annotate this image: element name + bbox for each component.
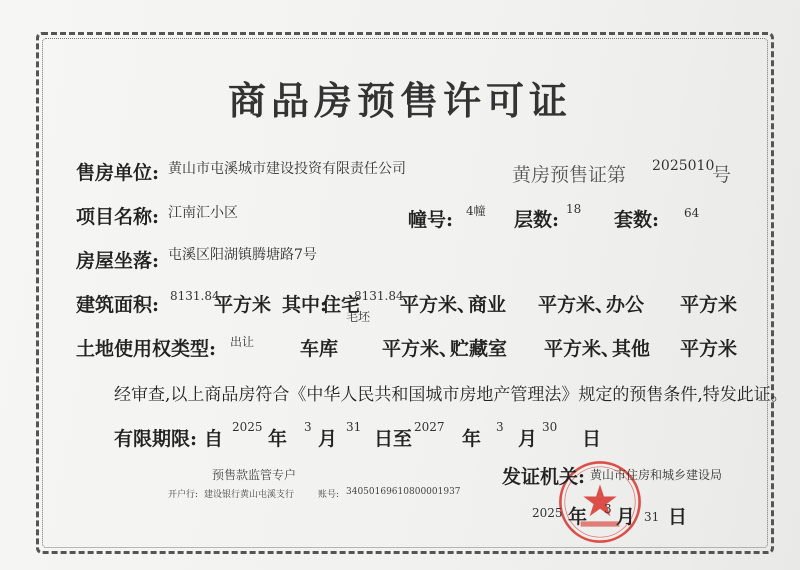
other-label: 其他 bbox=[612, 338, 651, 360]
issuer-label: 发证机关: bbox=[502, 466, 586, 488]
land-value: 出让 bbox=[230, 335, 255, 349]
area-of-which: 其中: bbox=[282, 294, 328, 316]
validity-to-day: 30 bbox=[542, 420, 558, 434]
seller-value: 黄山市屯溪城市建设投资有限责任公司 bbox=[168, 161, 406, 177]
issue-year: 2025 bbox=[532, 506, 563, 520]
address-value: 屯溪区阳湖镇腾塘路7号 bbox=[168, 247, 317, 263]
permit-suffix: 号 bbox=[712, 164, 732, 186]
validity-from-day: 31 bbox=[346, 420, 362, 434]
validity-to-year: 2027 bbox=[414, 420, 445, 434]
area-unit-4: 平方米 bbox=[680, 294, 738, 316]
floors-label: 层数: bbox=[514, 209, 560, 231]
validity-day-word-2: 日 bbox=[582, 428, 602, 450]
document-title: 商品房预售许可证 bbox=[227, 78, 572, 123]
escrow-account-label: 账号: bbox=[318, 490, 340, 500]
building-value: 4幢 bbox=[466, 204, 486, 218]
units-value: 64 bbox=[684, 206, 700, 220]
issue-day-word: 日 bbox=[668, 506, 688, 528]
validity-from-year: 2025 bbox=[232, 420, 263, 434]
project-value: 江南汇小区 bbox=[168, 205, 238, 221]
building-label: 幢号: bbox=[408, 209, 454, 231]
commercial-label: 商业 bbox=[468, 294, 507, 316]
area-label: 建筑面积: bbox=[76, 294, 160, 316]
address-label: 房屋坐落: bbox=[76, 250, 160, 272]
area-unit-3: 平方米、 bbox=[538, 294, 615, 316]
units-label: 套数: bbox=[614, 209, 660, 231]
residential-value: 8131.84 bbox=[354, 289, 404, 303]
land-unit-1: 平方米、 bbox=[382, 338, 459, 360]
seller-label: 售房单位: bbox=[76, 162, 160, 184]
area-unit-1: 平方米 bbox=[214, 294, 272, 316]
issue-month: 3 bbox=[604, 502, 612, 516]
escrow-title: 预售款监管专户 bbox=[212, 468, 297, 482]
area-total: 8131.84 bbox=[170, 289, 220, 303]
validity-from-word: 自 bbox=[204, 428, 224, 450]
validity-year-word-2: 年 bbox=[462, 428, 482, 450]
residential-note: 毛坯 bbox=[346, 310, 371, 324]
approval-statement: 经审查,以上商品房符合《中华人民共和国城市房地产管理法》规定的预售条件,特发此证。 bbox=[114, 385, 788, 405]
floors-value: 18 bbox=[566, 202, 582, 216]
issuer-value: 黄山市住房和城乡建设局 bbox=[590, 468, 723, 482]
validity-month-word-2: 月 bbox=[518, 428, 538, 450]
escrow-bank: 建设银行黄山屯溪支行 bbox=[204, 490, 295, 500]
validity-month-word-1: 月 bbox=[318, 428, 338, 450]
area-unit-2: 平方米、 bbox=[400, 294, 477, 316]
validity-from-month: 3 bbox=[304, 420, 312, 434]
escrow-bank-label: 开户行: bbox=[168, 490, 199, 500]
permit-prefix: 黄房预售证第 bbox=[512, 164, 627, 186]
land-label: 土地使用权类型: bbox=[76, 338, 217, 360]
validity-label: 有限期限: bbox=[114, 428, 198, 450]
issue-month-word: 月 bbox=[616, 506, 636, 528]
land-unit-2: 平方米、 bbox=[544, 338, 621, 360]
garage-label: 车库 bbox=[300, 338, 339, 360]
land-unit-3: 平方米 bbox=[680, 338, 738, 360]
residential-label: 住宅 bbox=[322, 294, 361, 316]
office-label: 办公 bbox=[606, 294, 645, 316]
issue-year-word: 年 bbox=[568, 506, 588, 528]
permit-number: 2025010 bbox=[652, 158, 715, 174]
validity-to-word: 日至 bbox=[374, 428, 413, 450]
escrow-account: 34050169610800001937 bbox=[346, 487, 461, 497]
issue-day: 31 bbox=[644, 510, 660, 524]
storage-label: 贮藏室 bbox=[450, 338, 508, 360]
validity-to-month: 3 bbox=[496, 420, 504, 434]
validity-year-word-1: 年 bbox=[268, 428, 288, 450]
project-label: 项目名称: bbox=[76, 206, 160, 228]
